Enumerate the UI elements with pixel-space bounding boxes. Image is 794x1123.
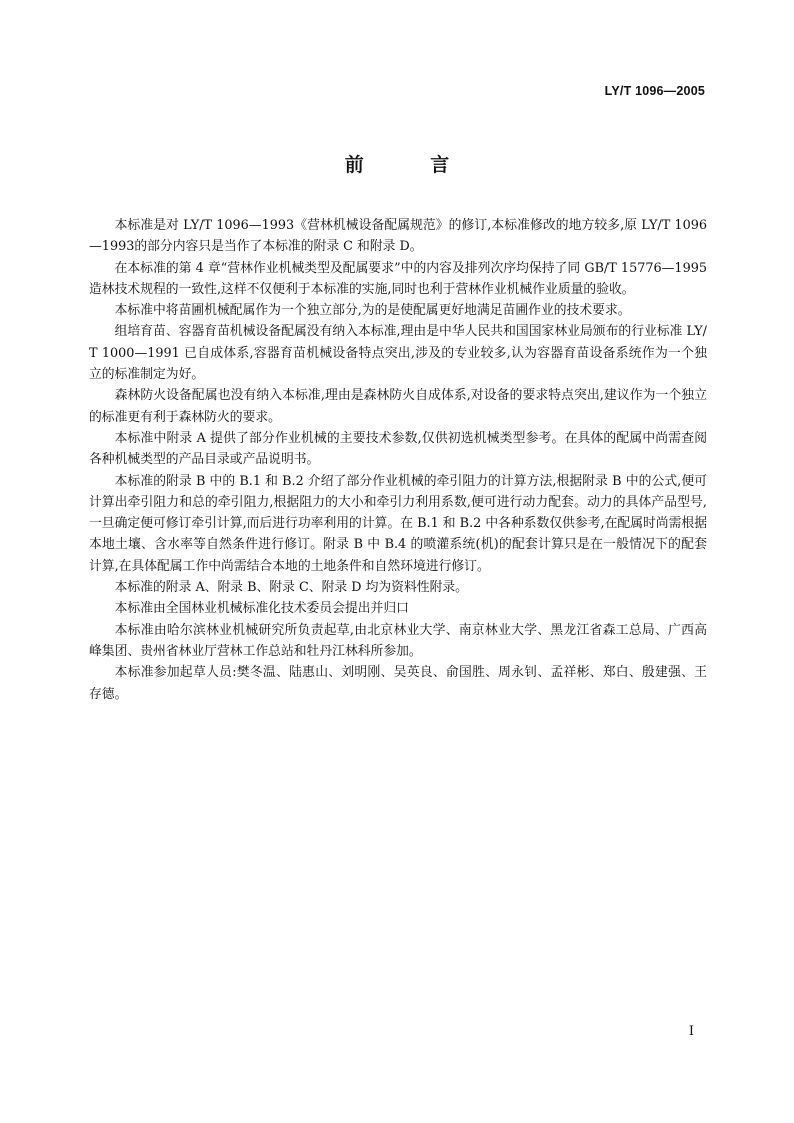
standard-code: LY/T 1096—2005 [604,84,705,98]
paragraph: 组培育苗、容器育苗机械设备配属没有纳入本标准,理由是中华人民共和国国家林业局颁布的行业标准 LY/T 1000—1991 已自成体系,容器育苗机械设备特点突出,涉及的专业较多,认为容器育苗设备系统作为一个独立的标准制定为好。 [89,324,707,383]
paragraph: 本标准中将苗圃机械配属作为一个独立部分,为的是使配属更好地满足苗圃作业的技术要求。 [114,303,631,319]
page-title: 前 言 [344,154,480,176]
paragraph: 在本标准的第 4 章“营林作业机械类型及配属要求”中的内容及排列次序均保持了同 GB/T 15776—1995造林技术规程的一致性,这样不仅便利于本标准的实施,同时也利于营林作业机械作业质量的验收。 [89,260,707,297]
paragraph: 本标准由全国林业机械标准化技术委员会提出并归口 [114,601,409,617]
foreword-body [89,215,707,705]
page-number: I [688,1024,694,1039]
paragraph: 本标准中附录 A 提供了部分作业机械的主要技术参数,仅供初选机械类型参考。在具体的配属中尚需查阅各种机械类型的产品目录或产品说明书。 [89,430,707,468]
paragraph: 本标准的附录 A、附录 B、附录 C、附录 D 均为资料性附录。 [114,580,468,596]
paragraph: 本标准是对 LY/T 1096—1993《营林机械设备配属规范》的修订,本标准修改的地方较多,原 LY/T 1096—1993的部分内容只是当作了本标准的附录 C 和附录 D。 [89,218,707,255]
paragraph: 本标准由哈尔滨林业机械研究所负责起草,由北京林业大学、南京林业大学、黑龙江省森工总局、广西高峰集团、贵州省林业厅营林工作总站和牡丹江林科所参加。 [89,622,707,659]
paragraph: 本标准参加起草人员:樊冬温、陆惠山、刘明刚、吴英良、俞国胜、周永钊、孟祥彬、郑白、殷建强、王存德。 [89,665,707,702]
paragraph: 森林防火设备配属也没有纳入本标准,理由是森林防火自成体系,对设备的要求特点突出,建议作为一个独立的标准更有利于森林防火的要求。 [89,388,707,425]
paragraph: 本标准的附录 B 中的 B.1 和 B.2 介绍了部分作业机械的牵引阻力的计算方法,根据附录 B 中的公式,便可计算出牵引阻力和总的牵引阻力,根据阻力的大小和牵引力利用系数,便可进行动力配套。动力的具体产品型号,一旦确定便可修订牵引计算,而后进行功率利用的计算。在 B.1 和 B.2 中各种系数仅供参考,在配属时尚需根据本地土壤、含水率等自然条件进行修订。附录 B 中 B.4 的喷灌系统(机)的配套计算只是在一般情况下的配套计算,在具体配属工作中尚需结合本地的土地条件和自然环境进行修订。 [89,473,707,574]
